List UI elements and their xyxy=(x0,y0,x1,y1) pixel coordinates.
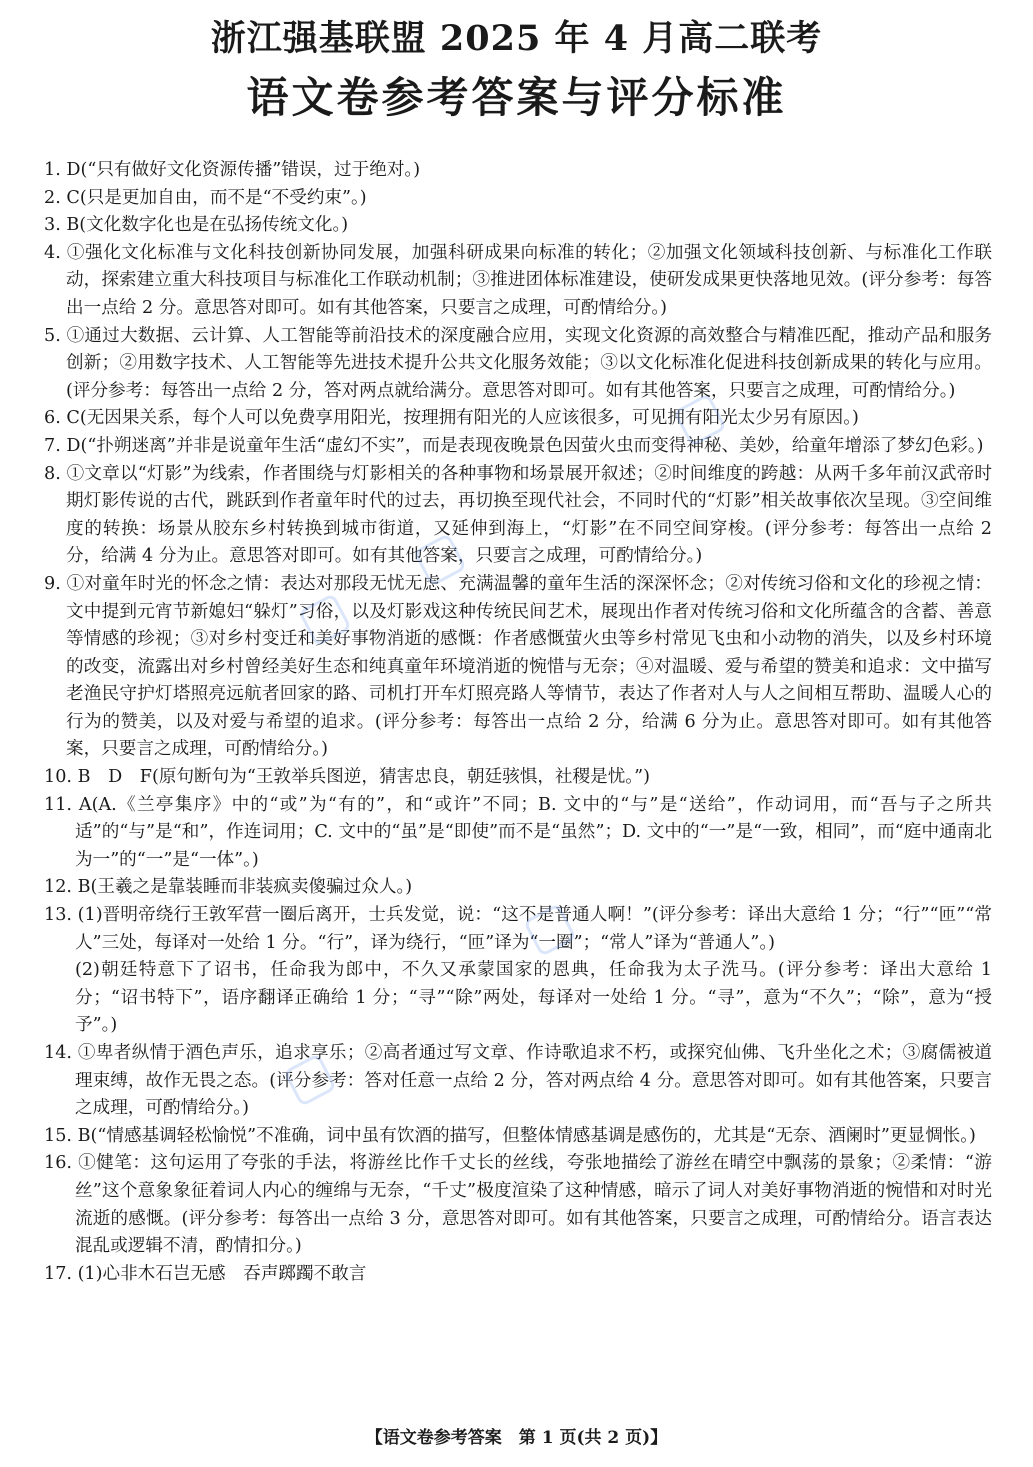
answer-12: 12. B(王羲之是靠装睡而非装疯卖傻骗过众人。) xyxy=(44,877,413,898)
answer-9: 9. ①对童年时光的怀念之情：表达对那段无忧无虑、充满温馨的童年生活的深深怀念；②对传统习俗和文化的珍视之情：文中提到元宵节新媳妇“躲灯”习俗，以及灯影戏这种传统民间艺术，展现出作者对传统习俗和文化所蕴含的含蓄、善意等情感的珍视；③对乡村变迁和美好事物消逝的感慨：作者感慨萤火虫等乡村常见飞虫和小动物的消失，以及乡村环境的改变，流露出对乡村曾经美好生态和纯真童年环境消逝的惋惜与无奈；④对温暖、爱与希望的赞美和追求：文中描写老渔民守护灯塔照亮远航者回家的路、司机打开车灯照亮路人等情节，表达了作者对人与人之间相互帮助、温暖人心的行为的赞美，以及对爱与希望的追求。(评分参考：每答出一点给 2 分，给满 6 分为止。意思答对即可。如有其他答案，只要言之成理，可酌情给分。) xyxy=(44,573,992,760)
answer-15: 15. B(“情感基调轻松愉悦”不准确，词中虽有饮酒的描写，但整体情感基调是感伤的，尤其是“无奈、酒阑时”更显惆怅。) xyxy=(44,1125,976,1146)
page-footer: 【语文卷参考答案 第 1 页(共 2 页)】 xyxy=(365,1428,668,1448)
answer-5: 5. ①通过大数据、云计算、人工智能等前沿技术的深度融合应用，实现文化资源的高效整合与精准匹配，推动产品和服务创新；②用数字技术、人工智能等先进技术提升公共文化服务效能；③以文化标准化促进科技创新成果的转化与应用。(评分参考：每答出一点给 2 分，答对两点就给满分。意思答对即可。如有其他答案，只要言之成理，可酌情给分。) xyxy=(44,325,992,401)
answer-17: 17. (1)心非木石岂无感 吞声踯躅不敢言 xyxy=(44,1263,367,1284)
exam-title: 浙江强基联盟 2025 年 4 月高二联考 xyxy=(210,18,823,59)
answer-1: 1. D(“只有做好文化资源传播”错误，过于绝对。) xyxy=(44,160,421,180)
answer-2: 2. C(只是更加自由，而不是“不受约束”。) xyxy=(44,187,367,208)
answer-14: 14. ①卑者纵情于酒色声乐，追求享乐；②高者通过写文章、作诗歌追求不朽，或探究仙佛、飞升坐化之术；③腐儒被道理束缚，故作无畏之态。(评分参考：答对任意一点给 2 分，答对两点给 4 分。意思答对即可。如有其他答案，只要言之成理，可酌情给分。) xyxy=(44,1043,992,1119)
answer-16: 16. ①健笔：这句运用了夸张的手法，将游丝比作千丈长的丝线，夸张地描绘了游丝在晴空中飘荡的景象；②柔情：“游丝”这个意象象征着词人内心的缠绵与无奈，“千丈”极度渲染了这种情感，暗示了词人对美好事物消逝的惋惜和对时光流逝的感慨。(评分参考：每答出一点给 3 分，意思答对即可。如有其他答案，只要言之成理，可酌情给分。语言表达混乱或逻辑不清，酌情扣分。) xyxy=(44,1153,992,1257)
answer-6: 6. C(无因果关系，每个人可以免费享用阳光，按理拥有阳光的人应该很多，可见拥有阳光太少另有原因。) xyxy=(44,408,859,429)
answer-13-part-2: (2)朝廷特意下了诏书，任命我为郎中，不久又承蒙国家的恩典，任命我为太子洗马。(评分参考：译出大意给 1 分；“诏书特下”，语序翻译正确给 1 分；“寻”“除”两处，每译对一处给 1 分。“寻”，意为“不久”；“除”，意为“授予”。) xyxy=(75,960,992,1036)
answer-8: 8. ①文章以“灯影”为线索，作者围绕与灯影相关的各种事物和场景展开叙述；②时间维度的跨越：从两千多年前汉武帝时期灯影传说的古代，跳跃到作者童年时代的过去，再切换至现代社会，不同时代的“灯影”相关故事依次呈现。③空间维度的转换：场景从胶东乡村转换到城市街道，又延伸到海上，“灯影”在不同空间穿梭。(评分参考：每答出一点给 2 分，给满 4 分为止。意思答对即可。如有其他答案，只要言之成理，可酌情给分。) xyxy=(44,463,992,567)
answer-7: 7. D(“扑朔迷离”并非是说童年生活“虚幻不实”，而是表现夜晚景色因萤火虫而变得神秘、美妙，给童年增添了梦幻色彩。) xyxy=(44,435,984,456)
answer-13-part-1: 13. (1)晋明帝绕行王敦军营一圈后离开，士兵发觉，说：“这不是普通人啊！”(评分参考：译出大意给 1 分；“行”“匝”“常人”三处，每译对一处给 1 分。“行”，译为绕行，“匝”译为“一圈”；“常人”译为“普通人”。) xyxy=(44,905,992,953)
answer-10: 10. B D F(原句断句为“王敦举兵图逆，猜害忠良，朝廷骇惧，社稷是忧。”) xyxy=(44,767,650,788)
answer-11: 11. A(A.《兰亭集序》中的“或”为“有的”，和“或许”不同；B. 文中的“与”是“送给”，作动词用，而“吾与子之所共适”的“与”是“和”，作连词用；C. 文中的“虽”是“即使”而不是“虽然”；D. 文中的“一”是“一致，相同”，而“庭中通南北为一”的“一”是“一体”。) xyxy=(44,794,992,870)
answer-4: 4. ①强化文化标准与文化科技创新协同发展，加强科研成果向标准的转化；②加强文化领域科技创新、与标准化工作联动，探索建立重大科技项目与标准化工作联动机制；③推进团体标准建设，使研发成果更快落地见效。(评分参考：每答出一点给 2 分。意思答对即可。如有其他答案，只要言之成理，可酌情给分。) xyxy=(44,242,992,318)
answer-list xyxy=(44,157,992,1288)
answer-3: 3. B(文化数字化也是在弘扬传统文化。) xyxy=(44,215,349,236)
document-title: 语文卷参考答案与评分标准 xyxy=(246,73,787,122)
